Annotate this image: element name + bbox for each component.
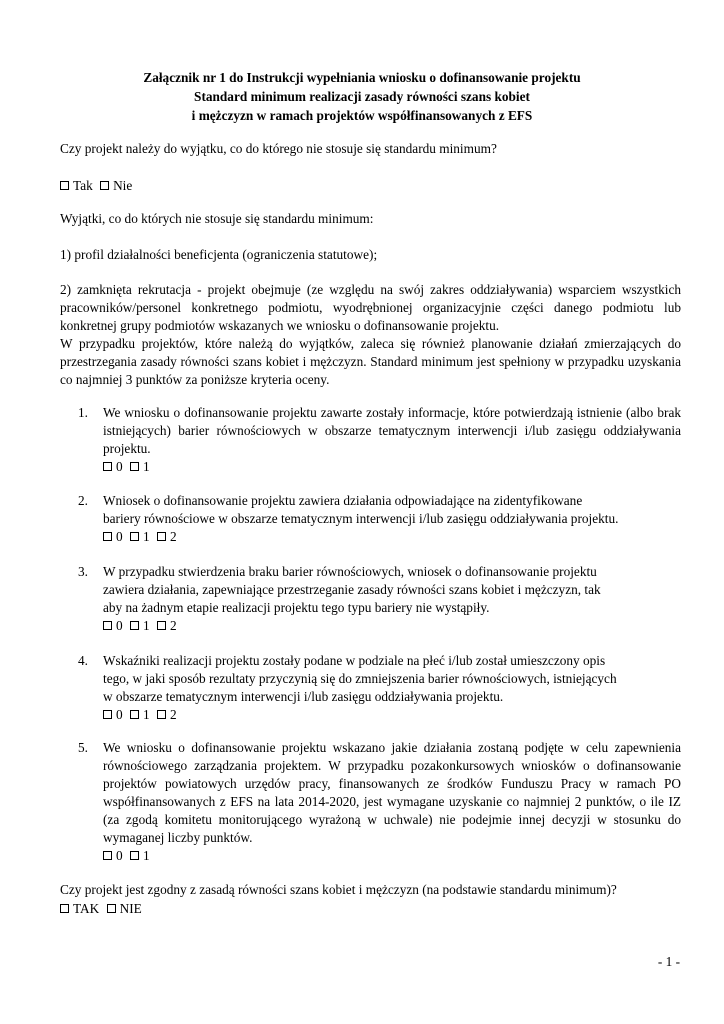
exception-note: W przypadku projektów, które należą do wyjątków, zaleca się również planowanie działań zmierzających do przestrzegania zasady równości szans kobiet i mężczyzn. Standard minimum jest spełniony w przypadku uzyskania co najmniej 3 punktów za poniższe kryteria oceny. xyxy=(60,336,681,387)
header-line-1: Załącznik nr 1 do Instrukcji wypełniania wniosku o dofinansowanie projektu xyxy=(143,70,581,85)
checkbox-tak[interactable] xyxy=(60,181,69,190)
checkbox-score-0[interactable] xyxy=(103,851,112,860)
criterion-text: We wniosku o dofinansowanie projektu zawarte zostały informacje, które potwierdzają istnienie (albo brak istniejących) barier równościowych w obszarze tematycznym interwencji i/lub zasięgu oddziaływania projektu. xyxy=(103,405,681,456)
question-compliance: Czy projekt jest zgodny z zasadą równości szans kobiet i mężczyzn (na podstawie standardu minimum)? xyxy=(60,882,617,897)
document-header xyxy=(60,68,664,125)
checkbox-score-2[interactable] xyxy=(157,532,166,541)
checkbox-score-1[interactable] xyxy=(130,532,139,541)
criterion-text-line: Wniosek o dofinansowanie projektu zawiera działania odpowiadające na zidentyfikowane xyxy=(103,493,583,508)
criterion-number: 3. xyxy=(78,564,88,579)
criterion-text-line: zawiera działania, zapewniające przestrzeganie zasady równości szans kobiet i mężczyzn, tak xyxy=(103,582,601,597)
criterion-number: 4. xyxy=(78,653,88,668)
exception-1: 1) profil działalności beneficjenta (ograniczenia statutowe); xyxy=(60,247,378,262)
criterion-text-line: aby na żadnym etapie realizacji projektu tego typu bariery nie wystąpiły. xyxy=(103,600,490,615)
checkbox-score-1[interactable] xyxy=(130,710,139,719)
criterion-text: We wniosku o dofinansowanie projektu wskazano jakie działania zostaną podjęte w celu zapewnienia równościowego zarządzania projektem. W przypadku pozakonkursowych wniosków o dofinansowanie projektów powiatowych urzędów pracy, finansowanych ze środków Funduszu Pracy w ramach PO współfinansowanych z EFS na lata 2014-2020, jest wymagane uzyskanie co najmniej 2 punktów, o ile IZ (za zgodą komitetu monitorującego wyrażoną w uchwale) nie podejmie innej decyzji w stosunku do wymaganej liczby punktów. xyxy=(103,740,681,845)
question-exception: Czy projekt należy do wyjątku, co do którego nie stosuje się standardu minimum? xyxy=(60,141,497,156)
exceptions-title: Wyjątki, co do których nie stosuje się standardu minimum: xyxy=(60,211,374,226)
checkbox-tak-final[interactable] xyxy=(60,904,69,913)
checkbox-score-1[interactable] xyxy=(130,462,139,471)
score-label: 1 xyxy=(142,707,150,722)
checkbox-score-2[interactable] xyxy=(157,621,166,630)
score-label: 0 xyxy=(116,707,123,722)
checkbox-score-2[interactable] xyxy=(157,710,166,719)
option-nie-final-label: NIE xyxy=(119,901,142,916)
checkbox-score-1[interactable] xyxy=(130,621,139,630)
header-line-2: Standard minimum realizacji zasady równości szans kobiet xyxy=(194,89,530,104)
page-number: - 1 - xyxy=(657,954,680,969)
checkbox-score-0[interactable] xyxy=(103,532,112,541)
checkbox-score-1[interactable] xyxy=(130,851,139,860)
criterion-text-line: bariery równościowe w obszarze tematycznym interwencji i/lub zasięgu oddziaływania projektu. xyxy=(103,511,619,526)
score-label: 2 xyxy=(169,529,177,544)
option-nie-label: Nie xyxy=(113,178,133,193)
criterion-text xyxy=(103,563,681,617)
checkbox-nie-final[interactable] xyxy=(107,904,116,913)
header-line-3: i mężczyzn w ramach projektów współfinansowanych z EFS xyxy=(191,108,533,123)
checkbox-score-0[interactable] xyxy=(103,621,112,630)
criterion-options xyxy=(103,617,177,635)
criterion-text-line: Wskaźniki realizacji projektu zostały podane w podziale na płeć i/lub został umieszczony opis xyxy=(103,653,606,668)
score-label: 0 xyxy=(116,848,123,863)
checkbox-nie[interactable] xyxy=(100,181,109,190)
criterion-text-line: tego, w jaki sposób rezultaty przyczynią się do zmniejszenia barier równościowych, istniejących xyxy=(103,671,617,686)
score-label: 2 xyxy=(169,618,177,633)
criterion-options xyxy=(103,847,150,865)
criterion-options xyxy=(103,458,150,476)
checkbox-score-0[interactable] xyxy=(103,462,112,471)
exception-2: 2) zamknięta rekrutacja - projekt obejmuje (ze względu na swój zakres oddziaływania) wsparciem wszystkich pracowników/personel konkretnego podmiotu, wyodrębnionej organizacyjnie części danego podmiotu lub konkretnej grupy podmiotów wskazanych we wniosku o dofinansowanie projektu. xyxy=(60,282,681,333)
score-label: 1 xyxy=(142,618,150,633)
criterion-text-line: w obszarze tematycznym interwencji i/lub zasięgu oddziaływania projektu. xyxy=(103,689,504,704)
criterion-text xyxy=(103,492,681,528)
criterion-number: 5. xyxy=(78,740,88,755)
option-tak-final-label: TAK xyxy=(73,901,100,916)
criterion-text-line: W przypadku stwierdzenia braku barier równościowych, wniosek o dofinansowanie projektu xyxy=(103,564,597,579)
score-label: 0 xyxy=(116,459,123,474)
checkbox-score-0[interactable] xyxy=(103,710,112,719)
criterion-options xyxy=(103,706,177,724)
score-label: 2 xyxy=(169,707,177,722)
criterion-number: 1. xyxy=(78,405,88,420)
criterion-number: 2. xyxy=(78,493,88,508)
answer-compliance xyxy=(60,900,681,918)
answer-exception xyxy=(60,177,681,195)
score-label: 0 xyxy=(116,618,123,633)
criterion-options xyxy=(103,528,177,546)
score-label: 1 xyxy=(142,459,150,474)
option-tak-label: Tak xyxy=(73,178,93,193)
criterion-text xyxy=(103,652,681,706)
score-label: 0 xyxy=(116,529,123,544)
score-label: 1 xyxy=(142,848,150,863)
score-label: 1 xyxy=(142,529,150,544)
